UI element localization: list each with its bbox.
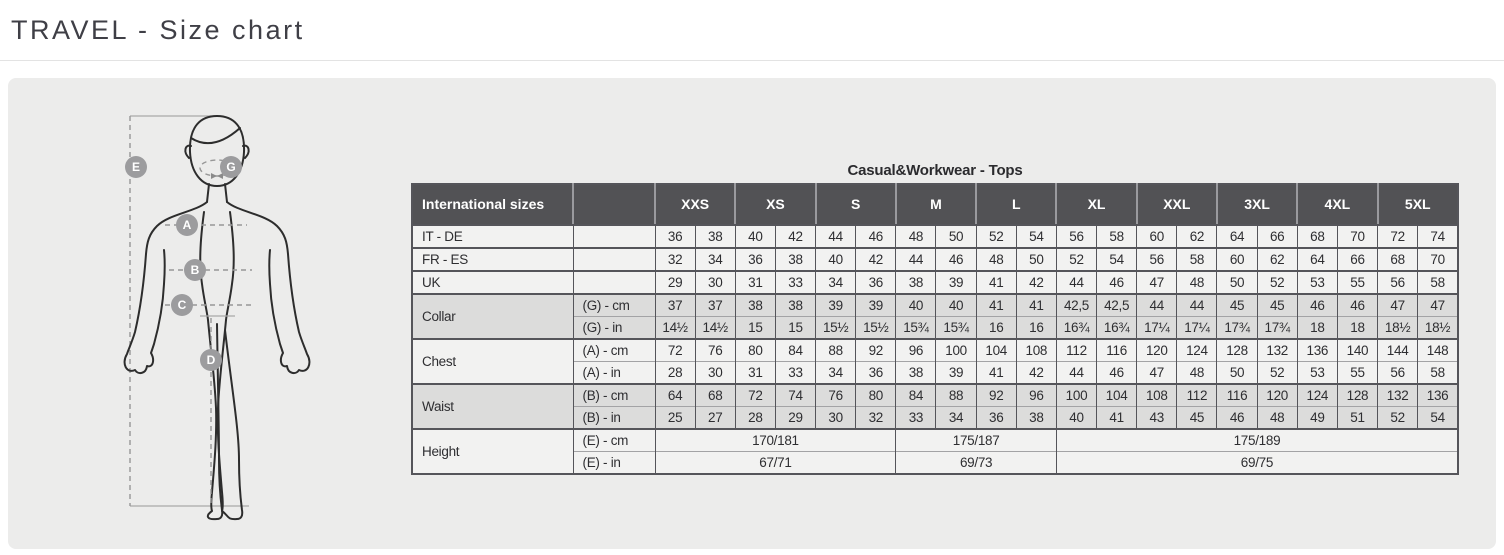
row-label: Height <box>412 429 573 474</box>
content-panel <box>8 78 1496 549</box>
size-value-cell: 148 <box>1418 339 1458 362</box>
size-value-cell: 136 <box>1418 384 1458 407</box>
size-value-cell: 56 <box>1378 362 1418 385</box>
size-value-cell: 92 <box>856 339 896 362</box>
size-value-cell: 51 <box>1337 407 1377 430</box>
size-table <box>411 183 1459 475</box>
size-column-header-3xl: 3XL <box>1217 184 1297 225</box>
size-value-cell: 38 <box>896 271 936 294</box>
size-value-cell: 16¾ <box>1097 317 1137 340</box>
size-value-cell: 112 <box>1056 339 1096 362</box>
collar-bow <box>211 173 223 179</box>
size-value-cell: 68 <box>1378 248 1418 271</box>
row-sublabel: (E) - cm <box>573 429 655 452</box>
size-value-cell: 96 <box>1016 384 1056 407</box>
size-value-cell: 45 <box>1217 294 1257 317</box>
size-value-cell: 15 <box>775 317 815 340</box>
size-value-cell: 30 <box>695 271 735 294</box>
size-column-header-m: M <box>896 184 976 225</box>
size-value-cell: 58 <box>1418 362 1458 385</box>
size-value-cell: 144 <box>1378 339 1418 362</box>
size-column-header-xl: XL <box>1056 184 1136 225</box>
size-value-cell: 34 <box>816 362 856 385</box>
size-value-cell: 36 <box>735 248 775 271</box>
size-value-cell: 74 <box>775 384 815 407</box>
size-value-cell: 50 <box>1016 248 1056 271</box>
size-value-cell: 80 <box>735 339 775 362</box>
size-value-cell: 39 <box>936 362 976 385</box>
size-value-cell: 96 <box>896 339 936 362</box>
size-value-cell: 64 <box>1297 248 1337 271</box>
size-value-cell: 34 <box>936 407 976 430</box>
size-value-cell: 38 <box>1016 407 1056 430</box>
size-value-cell: 100 <box>936 339 976 362</box>
size-value-cell: 28 <box>655 362 695 385</box>
size-value-cell: 42 <box>775 225 815 248</box>
size-value-cell: 116 <box>1217 384 1257 407</box>
size-value-cell: 38 <box>896 362 936 385</box>
size-column-header-xxs: XXS <box>655 184 735 225</box>
size-value-cell: 56 <box>1378 271 1418 294</box>
size-value-cell: 120 <box>1137 339 1177 362</box>
size-value-cell: 100 <box>1056 384 1096 407</box>
size-value-cell: 64 <box>1217 225 1257 248</box>
size-value-cell: 41 <box>976 271 1016 294</box>
size-column-header-l: L <box>976 184 1056 225</box>
size-value-cell: 46 <box>936 248 976 271</box>
size-value-cell: 33 <box>775 362 815 385</box>
marker-letter-e: E <box>131 160 141 174</box>
marker-badge-chest <box>176 214 198 236</box>
size-value-cell: 49 <box>1297 407 1337 430</box>
size-value-cell: 40 <box>896 294 936 317</box>
size-value-cell: 76 <box>695 339 735 362</box>
size-value-cell: 84 <box>896 384 936 407</box>
size-value-cell: 128 <box>1217 339 1257 362</box>
size-value-cell: 36 <box>976 407 1016 430</box>
size-value-cell: 58 <box>1177 248 1217 271</box>
size-value-cell: 74 <box>1418 225 1458 248</box>
header-spacer-cell <box>573 184 655 225</box>
size-value-cell: 38 <box>695 225 735 248</box>
size-value-cell: 17¼ <box>1137 317 1177 340</box>
size-value-cell: 36 <box>856 362 896 385</box>
size-value-cell: 175/189 <box>1056 429 1458 452</box>
size-table-row <box>412 294 1458 317</box>
size-value-cell: 15½ <box>816 317 856 340</box>
size-value-cell: 18 <box>1297 317 1337 340</box>
size-column-header-xs: XS <box>735 184 815 225</box>
marker-badge-waist <box>184 259 206 281</box>
size-value-cell: 41 <box>976 294 1016 317</box>
body-measurement-diagram <box>107 90 357 538</box>
size-value-cell: 175/187 <box>896 429 1057 452</box>
size-value-cell: 72 <box>1378 225 1418 248</box>
size-value-cell: 39 <box>856 294 896 317</box>
size-value-cell: 80 <box>856 384 896 407</box>
size-value-cell: 44 <box>1177 294 1217 317</box>
size-value-cell: 36 <box>655 225 695 248</box>
row-label: FR - ES <box>412 248 573 271</box>
size-value-cell: 41 <box>976 362 1016 385</box>
size-value-cell: 50 <box>936 225 976 248</box>
size-value-cell: 88 <box>936 384 976 407</box>
size-value-cell: 42,5 <box>1056 294 1096 317</box>
size-value-cell: 27 <box>695 407 735 430</box>
size-value-cell: 44 <box>896 248 936 271</box>
row-sublabel: (A) - cm <box>573 339 655 362</box>
marker-letter-d: D <box>206 353 216 367</box>
size-value-cell: 34 <box>695 248 735 271</box>
size-value-cell: 15½ <box>856 317 896 340</box>
size-table-row <box>412 429 1458 452</box>
size-value-cell: 40 <box>735 225 775 248</box>
size-value-cell: 36 <box>856 271 896 294</box>
size-value-cell: 104 <box>1097 384 1137 407</box>
size-value-cell: 25 <box>655 407 695 430</box>
size-value-cell: 47 <box>1137 271 1177 294</box>
size-value-cell: 67/71 <box>655 452 896 475</box>
international-sizes-header: International sizes <box>412 184 573 225</box>
size-value-cell: 18 <box>1337 317 1377 340</box>
size-value-cell: 52 <box>1056 248 1096 271</box>
size-value-cell: 44 <box>1056 362 1096 385</box>
size-value-cell: 50 <box>1217 271 1257 294</box>
size-value-cell: 54 <box>1097 248 1137 271</box>
size-value-cell: 136 <box>1297 339 1337 362</box>
size-value-cell: 32 <box>856 407 896 430</box>
size-value-cell: 16 <box>1016 317 1056 340</box>
size-value-cell: 124 <box>1177 339 1217 362</box>
size-value-cell: 104 <box>976 339 1016 362</box>
size-table-row <box>412 384 1458 407</box>
row-sublabel: (E) - in <box>573 452 655 475</box>
marker-letter-b: B <box>190 263 200 277</box>
row-label: IT - DE <box>412 225 573 248</box>
row-label: Chest <box>412 339 573 384</box>
size-value-cell: 55 <box>1337 271 1377 294</box>
row-sublabel: (G) - cm <box>573 294 655 317</box>
size-value-cell: 58 <box>1097 225 1137 248</box>
size-value-cell: 46 <box>1297 294 1337 317</box>
size-table-row <box>412 225 1458 248</box>
size-value-cell: 15¾ <box>896 317 936 340</box>
size-value-cell: 41 <box>1097 407 1137 430</box>
size-value-cell: 70 <box>1418 248 1458 271</box>
page-title: TRAVEL - Size chart <box>11 14 305 45</box>
size-value-cell: 60 <box>1217 248 1257 271</box>
size-value-cell: 42,5 <box>1097 294 1137 317</box>
marker-badge-height <box>125 156 147 178</box>
size-value-cell: 64 <box>655 384 695 407</box>
size-value-cell: 47 <box>1418 294 1458 317</box>
size-column-header-5xl: 5XL <box>1378 184 1458 225</box>
size-value-cell: 54 <box>1016 225 1056 248</box>
row-sublabel <box>573 248 655 271</box>
marker-letter-g: G <box>226 160 236 174</box>
size-value-cell: 16 <box>976 317 1016 340</box>
size-value-cell: 17¾ <box>1217 317 1257 340</box>
size-value-cell: 32 <box>655 248 695 271</box>
size-value-cell: 44 <box>1056 271 1096 294</box>
size-value-cell: 15¾ <box>936 317 976 340</box>
size-value-cell: 112 <box>1177 384 1217 407</box>
size-value-cell: 46 <box>1097 362 1137 385</box>
size-value-cell: 84 <box>775 339 815 362</box>
size-value-cell: 50 <box>1217 362 1257 385</box>
size-value-cell: 120 <box>1257 384 1297 407</box>
size-value-cell: 62 <box>1257 248 1297 271</box>
size-value-cell: 108 <box>1137 384 1177 407</box>
size-value-cell: 14½ <box>695 317 735 340</box>
size-value-cell: 72 <box>655 339 695 362</box>
size-value-cell: 53 <box>1297 271 1337 294</box>
size-value-cell: 54 <box>1418 407 1458 430</box>
size-value-cell: 17¾ <box>1257 317 1297 340</box>
size-value-cell: 53 <box>1297 362 1337 385</box>
size-value-cell: 30 <box>816 407 856 430</box>
size-chart-section <box>411 162 1459 475</box>
size-value-cell: 116 <box>1097 339 1137 362</box>
size-table-row <box>412 248 1458 271</box>
marker-badge-hip <box>171 294 193 316</box>
size-value-cell: 132 <box>1378 384 1418 407</box>
size-value-cell: 44 <box>816 225 856 248</box>
size-value-cell: 124 <box>1297 384 1337 407</box>
size-value-cell: 38 <box>775 248 815 271</box>
row-label: Waist <box>412 384 573 429</box>
size-value-cell: 76 <box>816 384 856 407</box>
size-value-cell: 18½ <box>1418 317 1458 340</box>
size-value-cell: 39 <box>936 271 976 294</box>
size-value-cell: 48 <box>976 248 1016 271</box>
size-value-cell: 47 <box>1378 294 1418 317</box>
size-value-cell: 41 <box>1016 294 1056 317</box>
size-value-cell: 68 <box>1297 225 1337 248</box>
marker-badge-collar <box>220 156 242 178</box>
size-table-header-row <box>412 184 1458 225</box>
size-value-cell: 34 <box>816 271 856 294</box>
size-value-cell: 46 <box>856 225 896 248</box>
size-value-cell: 46 <box>1097 271 1137 294</box>
size-value-cell: 29 <box>775 407 815 430</box>
size-value-cell: 29 <box>655 271 695 294</box>
size-value-cell: 40 <box>816 248 856 271</box>
size-value-cell: 33 <box>896 407 936 430</box>
size-value-cell: 39 <box>816 294 856 317</box>
size-value-cell: 38 <box>775 294 815 317</box>
size-value-cell: 88 <box>816 339 856 362</box>
size-value-cell: 58 <box>1418 271 1458 294</box>
size-chart-title: Casual&Workwear - Tops <box>847 162 1023 179</box>
size-value-cell: 52 <box>976 225 1016 248</box>
size-value-cell: 72 <box>735 384 775 407</box>
size-table-row <box>412 339 1458 362</box>
size-value-cell: 44 <box>1137 294 1177 317</box>
row-sublabel <box>573 225 655 248</box>
size-value-cell: 46 <box>1337 294 1377 317</box>
size-value-cell: 56 <box>1056 225 1096 248</box>
size-value-cell: 92 <box>976 384 1016 407</box>
row-sublabel: (B) - in <box>573 407 655 430</box>
size-value-cell: 28 <box>735 407 775 430</box>
size-value-cell: 37 <box>655 294 695 317</box>
size-value-cell: 17¼ <box>1177 317 1217 340</box>
size-value-cell: 14½ <box>655 317 695 340</box>
row-sublabel <box>573 271 655 294</box>
size-value-cell: 33 <box>775 271 815 294</box>
size-value-cell: 55 <box>1337 362 1377 385</box>
size-value-cell: 16¾ <box>1056 317 1096 340</box>
size-value-cell: 31 <box>735 271 775 294</box>
marker-badge-inseam <box>200 349 222 371</box>
size-value-cell: 40 <box>936 294 976 317</box>
page-header <box>0 0 1504 61</box>
size-value-cell: 37 <box>695 294 735 317</box>
size-value-cell: 52 <box>1378 407 1418 430</box>
size-value-cell: 48 <box>896 225 936 248</box>
row-sublabel: (G) - in <box>573 317 655 340</box>
size-value-cell: 40 <box>1056 407 1096 430</box>
size-table-row <box>412 271 1458 294</box>
size-value-cell: 38 <box>735 294 775 317</box>
size-value-cell: 42 <box>1016 271 1056 294</box>
size-value-cell: 128 <box>1337 384 1377 407</box>
size-value-cell: 108 <box>1016 339 1056 362</box>
size-value-cell: 48 <box>1177 362 1217 385</box>
size-value-cell: 56 <box>1137 248 1177 271</box>
size-value-cell: 47 <box>1137 362 1177 385</box>
size-value-cell: 69/75 <box>1056 452 1458 475</box>
size-value-cell: 70 <box>1337 225 1377 248</box>
size-value-cell: 48 <box>1257 407 1297 430</box>
size-value-cell: 132 <box>1257 339 1297 362</box>
size-value-cell: 48 <box>1177 271 1217 294</box>
size-value-cell: 42 <box>1016 362 1056 385</box>
size-column-header-4xl: 4XL <box>1297 184 1377 225</box>
row-label: UK <box>412 271 573 294</box>
size-value-cell: 66 <box>1257 225 1297 248</box>
size-value-cell: 46 <box>1217 407 1257 430</box>
size-column-header-xxl: XXL <box>1137 184 1217 225</box>
size-value-cell: 62 <box>1177 225 1217 248</box>
size-value-cell: 18½ <box>1378 317 1418 340</box>
row-sublabel: (A) - in <box>573 362 655 385</box>
marker-letter-a: A <box>182 218 192 232</box>
size-value-cell: 15 <box>735 317 775 340</box>
row-sublabel: (B) - cm <box>573 384 655 407</box>
size-value-cell: 66 <box>1337 248 1377 271</box>
size-value-cell: 45 <box>1177 407 1217 430</box>
size-column-header-s: S <box>816 184 896 225</box>
marker-letter-c: C <box>177 298 187 312</box>
size-value-cell: 43 <box>1137 407 1177 430</box>
size-value-cell: 52 <box>1257 271 1297 294</box>
row-label: Collar <box>412 294 573 339</box>
size-value-cell: 45 <box>1257 294 1297 317</box>
size-value-cell: 42 <box>856 248 896 271</box>
size-value-cell: 170/181 <box>655 429 896 452</box>
size-value-cell: 30 <box>695 362 735 385</box>
size-value-cell: 140 <box>1337 339 1377 362</box>
size-value-cell: 68 <box>695 384 735 407</box>
size-value-cell: 69/73 <box>896 452 1057 475</box>
size-value-cell: 60 <box>1137 225 1177 248</box>
size-value-cell: 31 <box>735 362 775 385</box>
size-value-cell: 52 <box>1257 362 1297 385</box>
